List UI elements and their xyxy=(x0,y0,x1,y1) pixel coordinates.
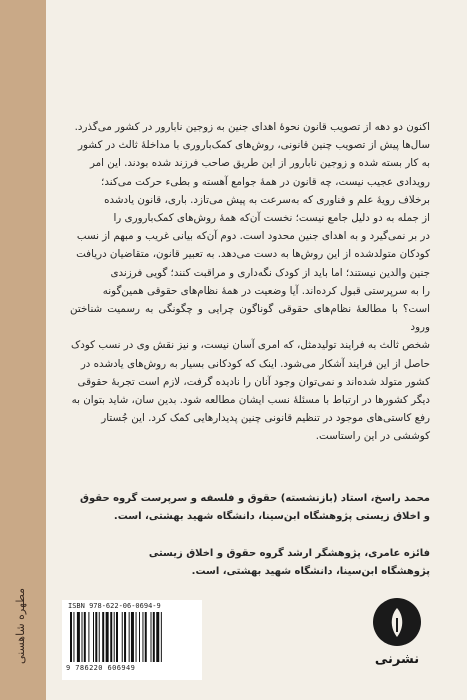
barcode-bar xyxy=(156,612,159,662)
author-bio-line: پژوهشگاه ابن‌سینا، دانشگاه شهید بهشتی، است. xyxy=(191,566,430,577)
blurb-line: برخلاف رویهٔ علم و فناوری که به‌سرعت به پیش می‌تازد. باری، قانون یادشده xyxy=(104,193,430,206)
barcode-bar xyxy=(88,612,89,662)
author-bio-line: فائزه عامری، پژوهشگر ارشد گروه حقوق و اخلاق زیستی xyxy=(148,548,430,559)
barcode-bar xyxy=(122,612,123,662)
blurb-line: را به سرپرستی قبول کرده‌اند. آیا وضعیت در همهٔ نظام‌های حقوقی همین‌گونه xyxy=(102,284,430,297)
barcode-bar xyxy=(73,612,74,662)
book-spine xyxy=(0,0,46,700)
barcode-bar xyxy=(136,612,137,662)
barcode-bar xyxy=(84,612,86,662)
barcode-bar xyxy=(161,612,162,662)
barcode-bar xyxy=(82,612,83,662)
blurb-line: جنین والدین نیستند؛ اما باید از کودک نگه‌داری و مراقبت کنند؛ گویی فرزندی xyxy=(110,266,430,279)
blurb-line: شخص ثالث به فرایند تولیدمثل، که امری آسان نیست، و نیز نقش وی در نسب کودک xyxy=(71,339,430,352)
barcode-bar xyxy=(102,612,104,662)
blurb-line: در بر نمی‌گیرد و به اهدای جنین محدود است. دوم آن‌که بیانی غریب و مبهم از نسب xyxy=(76,230,430,243)
barcode-bar xyxy=(77,612,80,662)
barcode-bar xyxy=(153,612,155,662)
barcode-bar xyxy=(70,612,72,662)
blurb-line: کشور متولد شده‌اند و نمی‌توان وجود آنان را نادیده گرفت، لازم است تجربهٔ حقوقی xyxy=(77,375,430,388)
blurb-text xyxy=(70,118,430,446)
barcode-bar xyxy=(99,612,100,662)
barcode-bar xyxy=(95,612,97,662)
blurb-line: دیگر کشورها در ارتباط با مسئلهٔ نسب ایشان مطالعه شود. بدین سان، شاید بتوان به xyxy=(71,394,430,407)
isbn-label: ISBN 978-622-06-0694-9 xyxy=(68,602,161,610)
author-bio-1 xyxy=(70,490,430,526)
barcode-bar xyxy=(129,612,130,662)
publisher-name: نشرنی xyxy=(374,652,420,667)
logo-stem xyxy=(396,618,398,632)
blurb-line: کودکان متولدشده از این روش‌ها به دست می‌دهد. به تعبیر قانون، متقاضیان دریافت xyxy=(76,248,430,261)
blurb-line: رفع کاستی‌های موجود در تنظیم قانونی چنین پدیدارهایی کمک کرد. این جُستار xyxy=(101,412,430,425)
barcode-number: 9 786220 606949 xyxy=(66,664,136,672)
spine-title: مطهره شاهسنی xyxy=(14,588,27,664)
barcode-bars xyxy=(70,612,194,662)
blurb-line: رویدادی عجیب نیست، چه قانون در همهٔ جوامع آهسته و بطیء حرکت می‌کند؛ xyxy=(101,175,430,188)
blurb-line: است؟ با مطالعهٔ نظام‌های حقوقی گوناگون چرایی و چگونگی به رسمیت شناختن ورود xyxy=(70,303,430,334)
barcode-bar xyxy=(145,612,147,662)
blurb-line: کوششی در این راستاست. xyxy=(315,430,430,443)
barcode-bar xyxy=(131,612,134,662)
barcode-bar xyxy=(114,612,115,662)
blurb-line: از جمله به دو دلیل جامع نیست؛ نخست آن‌که همهٔ روش‌های کمک‌باروری را xyxy=(113,212,430,225)
barcode-bar xyxy=(93,612,94,662)
barcode-bar xyxy=(139,612,140,662)
publisher-logo xyxy=(371,596,423,648)
author-bio-2 xyxy=(70,545,430,581)
barcode-bar xyxy=(106,612,109,662)
barcode-bar xyxy=(116,612,118,662)
author-bio-line: محمد راسخ، استاد (بازنشسته) حقوق و فلسفه و سرپرست گروه حقوق xyxy=(80,493,430,504)
blurb-line: اکنون دو دهه از تصویب قانون نحوهٔ اهدای جنین به زوجین نابارور در کشور می‌گذرد. xyxy=(74,121,430,133)
blurb-line: به کار بسته شده و زوجین نابارور از این طریق صاحب فرزند شده بودند. این امر xyxy=(89,157,430,170)
barcode-bar xyxy=(142,612,143,662)
barcode xyxy=(62,600,202,680)
barcode-bar xyxy=(110,612,112,662)
blurb-line: سال‌ها پیش از تصویب چنین قانونی، روش‌های کمک‌باروری با مداخلهٔ ثالث در کشور xyxy=(77,139,430,152)
author-bio-line: و اخلاق زیستی پژوهشگاه ابن‌سینا، دانشگاه شهید بهشتی، است. xyxy=(113,511,430,522)
barcode-bar xyxy=(124,612,126,662)
barcode-bar xyxy=(151,612,152,662)
blurb-line: حاصل از این فرایند آشکار می‌شود. اینک که کودکانی بسیار به روش‌های یادشده در xyxy=(80,357,430,370)
